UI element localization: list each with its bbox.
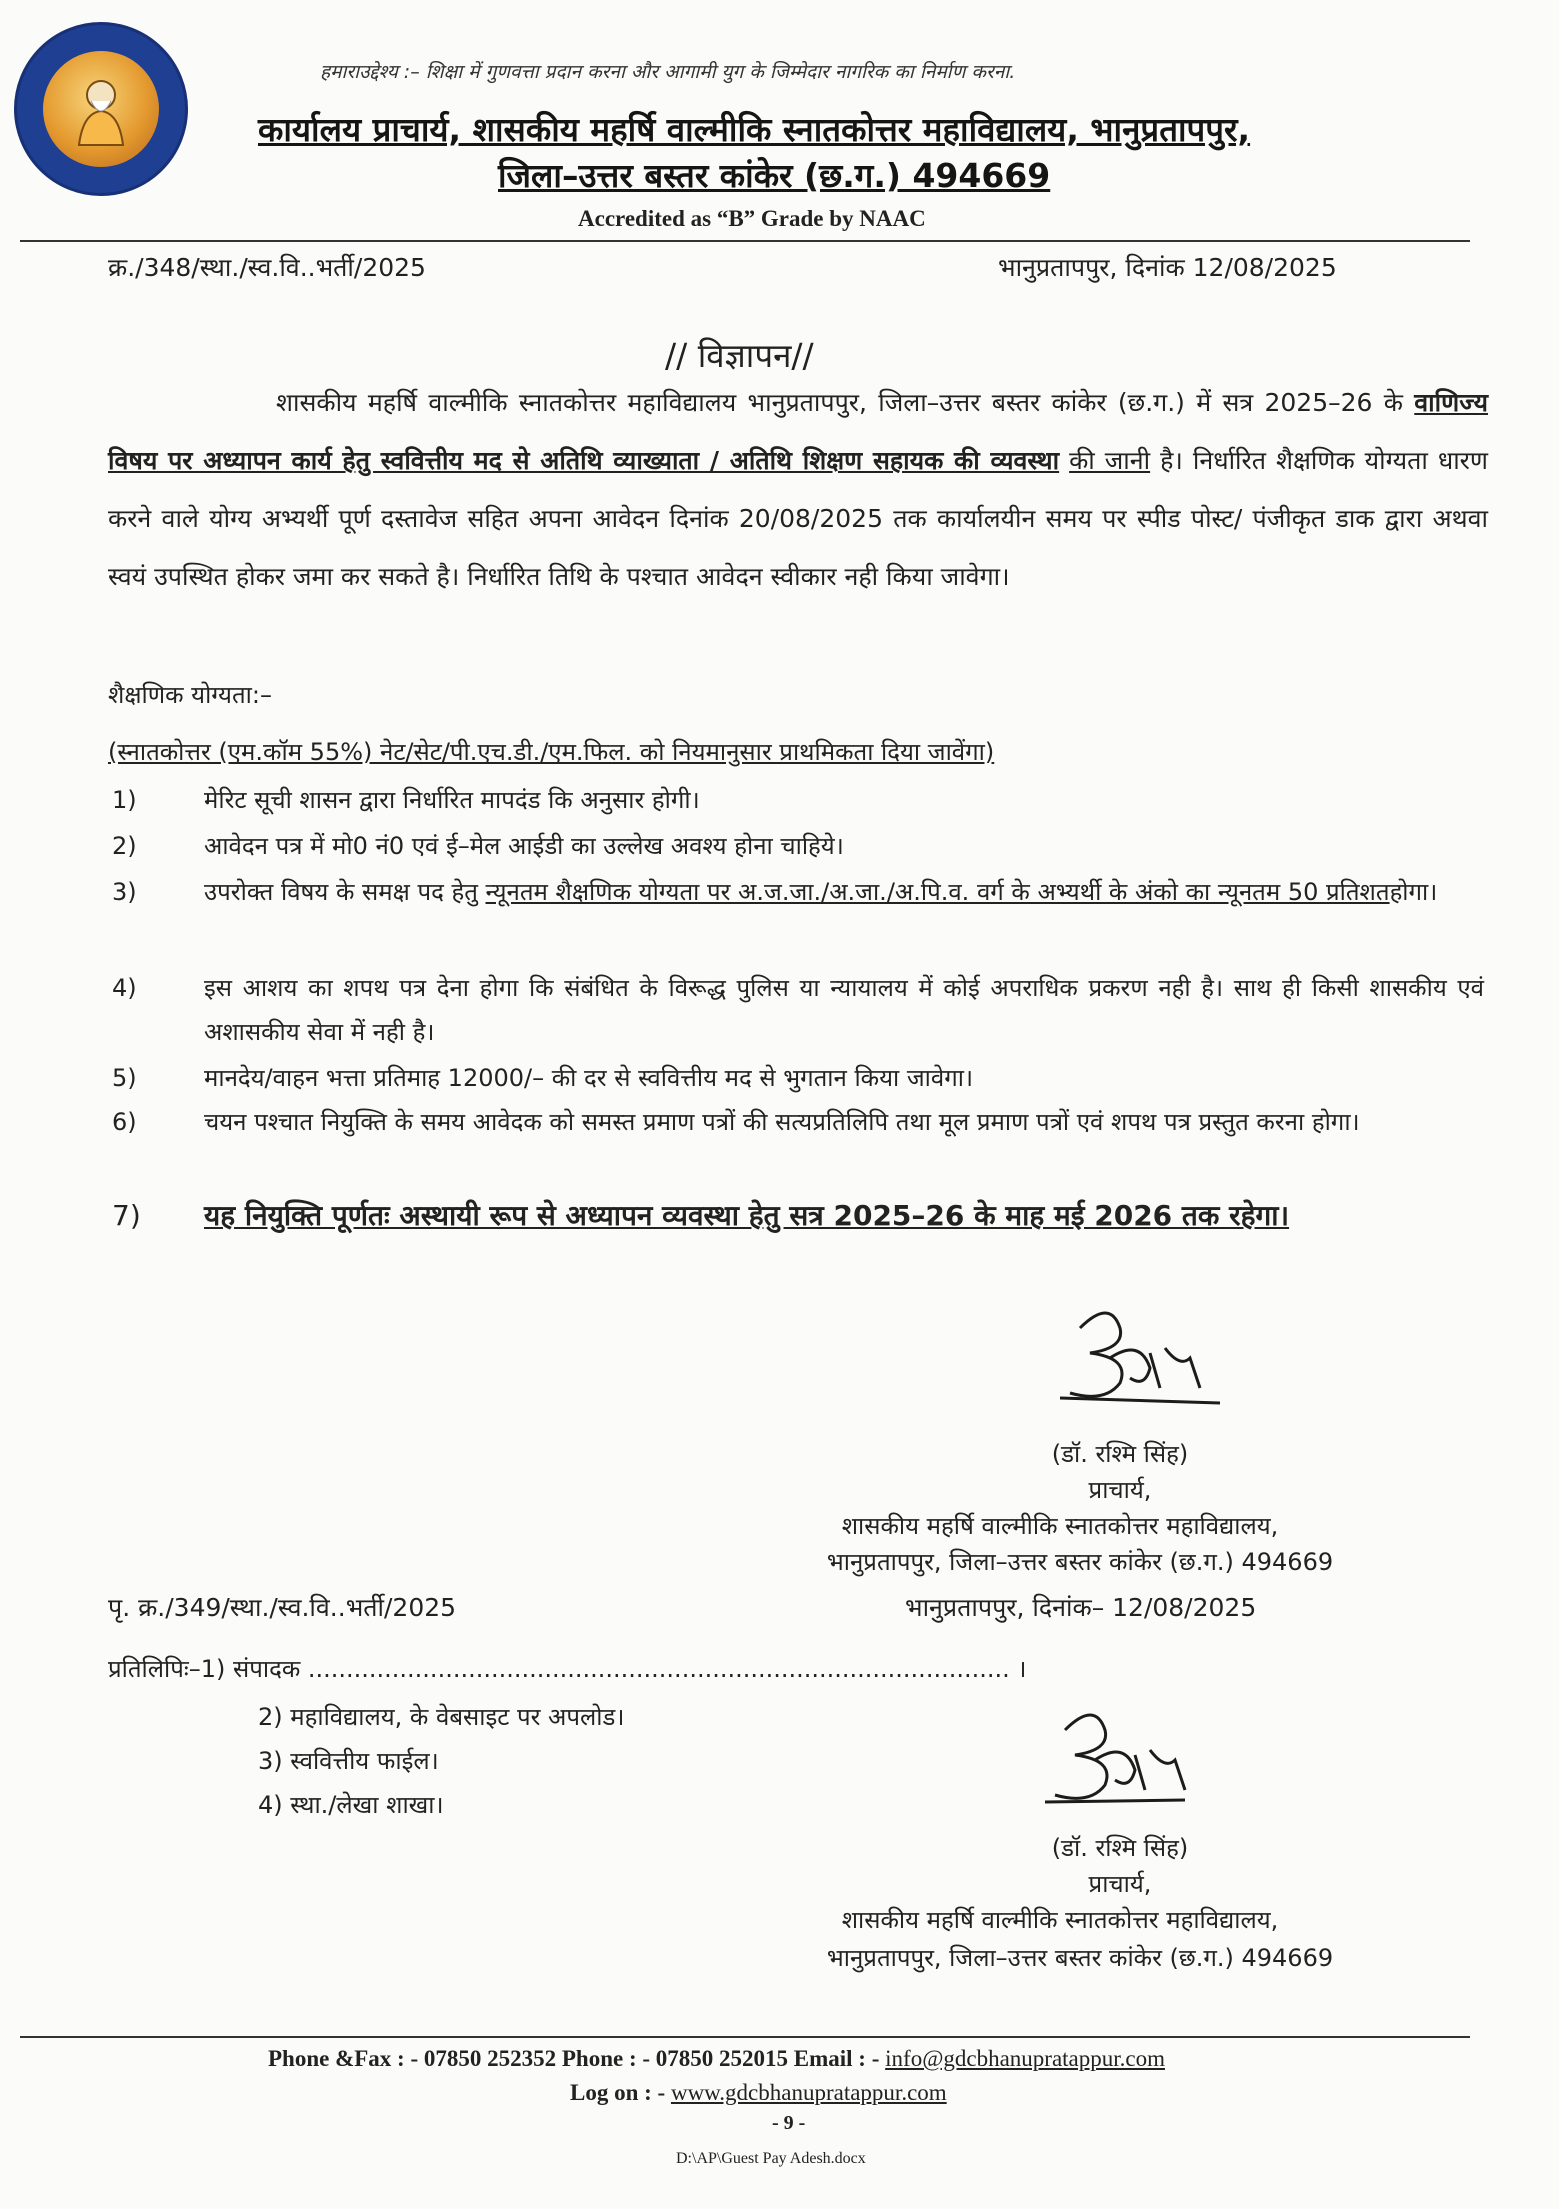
signatory-designation: प्राचार्य, — [1088, 1870, 1152, 1898]
signatory-address: भानुप्रतापपुर, जिला–उत्तर बस्तर कांकेर (छ.ग.) 494669 — [826, 1548, 1334, 1576]
condition-text: मानदेय/वाहन भत्ता प्रतिमाह 12000/– की दर से स्ववित्तीय मद से भुगतान किया जावेगा। — [204, 1064, 974, 1092]
footer-phone: Phone &Fax : - 07850 252352 Phone : - 07850 252015 Email : - — [268, 2046, 880, 2071]
condition-number: 5) — [112, 1064, 137, 1092]
footer-email-link[interactable]: info@gdcbhanupratappur.com — [885, 2046, 1165, 2071]
copy-to-file: 3) स्ववित्तीय फाईल। — [258, 1747, 439, 1775]
condition-text: इस आशय का शपथ पत्र देना होगा कि संबंधित के विरूद्ध पुलिस या न्यायालय में कोई अपराधिक प्रकरण नही है। साथ ही किसी शासकीय एवं अशासकीय सेवा में नही है। — [204, 974, 1484, 1046]
condition-text: मेरिट सूची शासन द्वारा निर्धारित मापदंड कि अनुसार होगी। — [204, 786, 700, 814]
endorsement-number: पृ. क्र./349/स्था./स्व.वि..भर्ती/2025 — [108, 1593, 457, 1622]
copy-to-accounts: 4) स्था./लेखा शाखा। — [258, 1791, 444, 1819]
reference-number: क्र./348/स्था./स्व.वि..भर्ती/2025 — [108, 253, 426, 282]
condition-number: 1) — [112, 786, 137, 814]
condition-text: यह नियुक्ति पूर्णतः अस्थायी रूप से अध्यापन व्यवस्था हेतु सत्र 2025–26 के माह मई 2026 तक रहेगा। — [204, 1199, 1290, 1232]
condition-text-underlined: न्यूनतम शैक्षणिक योग्यता पर अ.ज.जा./अ.जा./अ.पि.व. वर्ग के अभ्यर्थी के अंको का न्यूनतम 50 प्रतिशत — [485, 878, 1390, 906]
condition-number: 3) — [112, 878, 137, 906]
file-path: D:\AP\Guest Pay Adesh.docx — [676, 2150, 866, 2167]
body-rest: है। निर्धारित शैक्षणिक योग्यता धारण करने वाले योग्य अभ्यर्थी पूर्ण दस्तावेज सहित अपना आवेदन दिनांक 20/08/2025 तक कार्यालयीन समय पर स्पीड पोस्ट/ पंजीकृत डाक द्वारा अथवा स्वयं उपस्थित होकर जमा कर सकते है। निर्धारित तिथि के पश्चात आवेदन स्वीकार नही किया जावेगा। — [108, 446, 1488, 591]
motto: हमाराउद्देश्य :– शिक्षा में गुणवत्ता प्रदान करना और आगामी युग के जिम्मेदार नागरिक का निर्माण करना. — [320, 61, 1016, 83]
reference-date: भानुप्रतापपुर, दिनांक 12/08/2025 — [998, 253, 1337, 282]
advertisement-heading: // विज्ञापन// — [665, 336, 814, 375]
condition-item — [108, 966, 1488, 1062]
condition-text-post: होगा। — [1389, 878, 1438, 906]
office-title-line1: कार्यालय प्राचार्य, शासकीय महर्षि वाल्मीकि स्नातकोत्तर महाविद्यालय, भानुप्रतापपुर, — [258, 110, 1251, 149]
footer-website-link[interactable]: www.gdcbhanupratappur.com — [670, 2080, 947, 2105]
page-number: - 9 - — [772, 2112, 806, 2134]
header-divider — [20, 240, 1470, 242]
office-title-line2: जिला–उत्तर बस्तर कांकेर (छ.ग.) 494669 — [498, 156, 1051, 195]
footer-web-label: Log on : - — [570, 2080, 666, 2105]
condition-text: चयन पश्चात नियुक्ति के समय आवेदक को समस्त प्रमाण पत्रों की सत्यप्रतिलिपि तथा मूल प्रमाण पत्रों एवं शपथ पत्र प्रस्तुत करना होगा। — [204, 1108, 1360, 1136]
naac-accreditation: Accredited as “B” Grade by NAAC — [578, 206, 926, 231]
college-logo — [14, 22, 188, 196]
copy-to-website: 2) महाविद्यालय, के वेबसाइट पर अपलोड। — [258, 1703, 625, 1731]
body-emphasis: वाणिज्य विषय पर अध्यापन कार्य हेतु स्ववित्तीय मद से अतिथि व्याख्याता / अतिथि शिक्षण सहायक की व्यवस्था — [108, 388, 1488, 475]
condition-item — [108, 1100, 1488, 1192]
footer-divider — [20, 2036, 1470, 2038]
endorsement-date: भानुप्रतापपुर, दिनांक– 12/08/2025 — [905, 1593, 1257, 1622]
body-mid: की जानी — [1069, 446, 1151, 475]
condition-number: 7) — [112, 1199, 141, 1232]
advertisement-body — [108, 374, 1488, 606]
signatory-name: (डॉ. रश्मि सिंह) — [1051, 1440, 1189, 1468]
condition-text: आवेदन पत्र में मो0 नं0 एवं ई–मेल आईडी का उल्लेख अवश्य होना चाहिये। — [204, 832, 844, 860]
condition-item — [108, 1192, 1488, 1292]
copy-to-editor: प्रतिलिपिः–1) संपादक ............................................................................................ । — [108, 1655, 1027, 1683]
condition-item — [108, 870, 1488, 966]
condition-number: 2) — [112, 832, 137, 860]
signatory-designation: प्राचार्य, — [1088, 1476, 1152, 1504]
body-intro: शासकीय महर्षि वाल्मीकि स्नातकोत्तर महाविद्यालय भानुप्रतापपुर, जिला–उत्तर बस्तर कांकेर (छ.ग.) में सत्र 2025–26 के — [276, 388, 1403, 417]
condition-number: 4) — [112, 974, 137, 1002]
signatory-college: शासकीय महर्षि वाल्मीकि स्नातकोत्तर महाविद्यालय, — [841, 1906, 1279, 1934]
signatory-college: शासकीय महर्षि वाल्मीकि स्नातकोत्तर महाविद्यालय, — [841, 1512, 1279, 1540]
footer-website — [570, 2080, 947, 2106]
condition-text-pre: उपरोक्त विषय के समक्ष पद हेतु — [204, 878, 478, 906]
qualification-heading: शैक्षणिक योग्यता:– — [108, 681, 272, 709]
sage-emblem-icon — [43, 51, 159, 167]
condition-text — [204, 870, 1484, 914]
signatory-address: भानुप्रतापपुर, जिला–उत्तर बस्तर कांकेर (छ.ग.) 494669 — [826, 1944, 1334, 1972]
principal-signature — [1050, 1298, 1230, 1418]
qualification-detail: (स्नातकोत्तर (एम.कॉम 55%) नेट/सेट/पी.एच.डी./एम.फिल. को नियमानुसार प्राथमिकता दिया जावेंगा) — [108, 738, 995, 766]
condition-number: 6) — [112, 1108, 137, 1136]
principal-signature — [1035, 1700, 1215, 1820]
footer-contact — [268, 2046, 1165, 2072]
signatory-name: (डॉ. रश्मि सिंह) — [1051, 1834, 1189, 1862]
